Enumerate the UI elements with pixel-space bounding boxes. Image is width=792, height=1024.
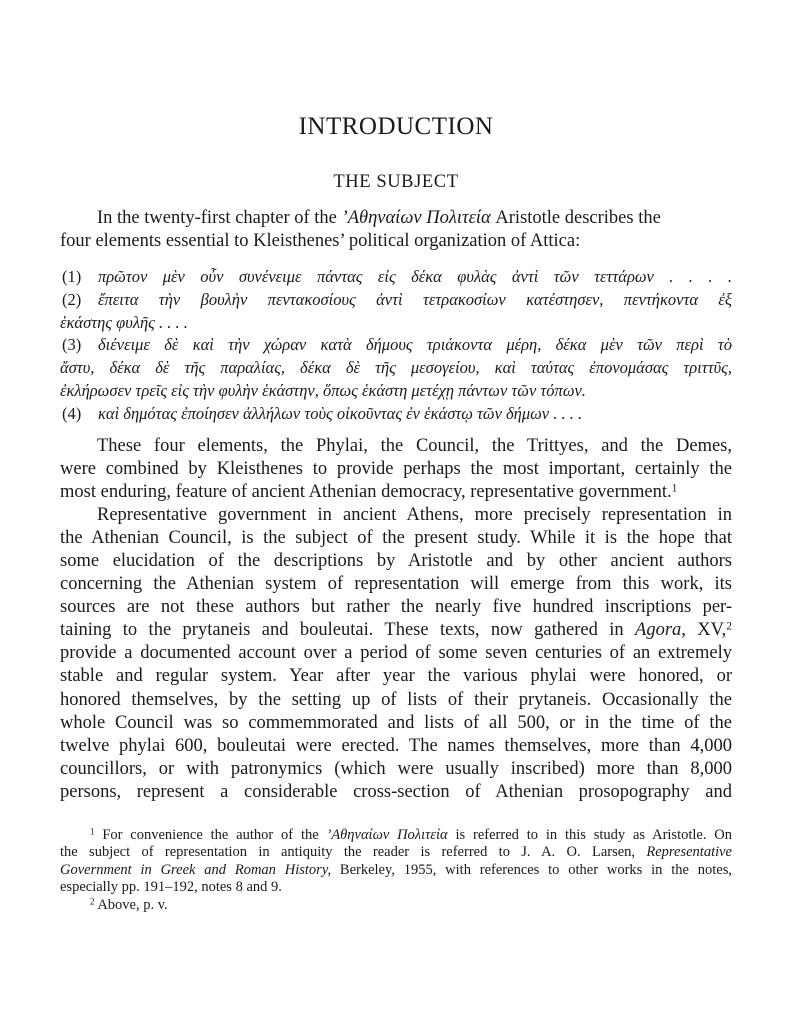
body-line: councillors, or with patronymics (which were usually inscribed) more than 8,000 bbox=[60, 758, 732, 779]
quote-line: (2) ἔπειτα τὴν βουλὴν πεντακοσίους ἀντὶ τετρακοσίων κατέστησεν, πεντήκοντα ἐξ bbox=[60, 289, 732, 312]
quote-number: (3) bbox=[62, 335, 82, 355]
quote-line: ἄστυ, δέκα δὲ τῆς παραλίας, δέκα δὲ τῆς μεσογείου, καὶ ταύτας ἐπονομάσας τριττῦς, bbox=[60, 358, 732, 378]
body-line: stable and regular system. Year after year the various phylai were honored, or bbox=[60, 666, 732, 687]
body-line: honored themselves, by the setting up of lists of their prytaneis. Occasionally the bbox=[60, 689, 732, 710]
quote-number: (2) bbox=[62, 289, 82, 309]
greek-quotations bbox=[60, 266, 732, 426]
body-line: whole Council was so commemmorated and lists of all 500, or in the time of the bbox=[60, 712, 732, 733]
body-line: These four elements, the Phylai, the Council, the Trittyes, and the Demes, bbox=[97, 436, 732, 456]
quote-line: (4) καὶ δημότας ἐποίησεν ἀλλήλων τοὺς οἰκοῦντας ἐν ἑκάστῳ τῶν δήμων . . . . bbox=[60, 403, 732, 426]
agora-title: Agora, bbox=[635, 620, 686, 641]
chapter-title: INTRODUCTION bbox=[298, 113, 494, 140]
footnote-mark: 2 bbox=[90, 896, 95, 907]
quote-line: (1) πρῶτον μὲν οὖν συνένειμε πάντας εἰς δέκα φυλὰς ἀντὶ τῶν τεττάρων . . . . bbox=[60, 266, 732, 289]
body-line: persons, represent a considerable cross-section of Athenian prosopography and bbox=[60, 781, 732, 802]
intro-line: In the twenty-first chapter of the ’Αθηναίων Πολιτεία Aristotle describes the bbox=[97, 208, 661, 228]
section-title: THE SUBJECT bbox=[333, 172, 459, 192]
footnote-line: especially pp. 191–192, notes 8 and 9. bbox=[60, 879, 282, 896]
body-text bbox=[60, 435, 732, 804]
footnote-line: $^1$ For convenience the author of the ’Αθηναίων Πολιτεία is referred to in this study as Aristotle. On bbox=[90, 826, 733, 843]
quote-line: ἑκάστης φυλῆς . . . . bbox=[60, 312, 188, 332]
body-line: sources are not these authors but rather the nearly five hundred inscriptions per- bbox=[60, 597, 732, 618]
body-line: twelve phylai 600, bouleutai were erected. The names themselves, more than 4,000 bbox=[60, 735, 732, 756]
intro-line: four elements essential to Kleisthenes’ political organization of Attica: bbox=[60, 231, 581, 251]
quote-line: (3) διένειμε δὲ καὶ τὴν χώραν κατὰ δήμους τριάκοντα μέρη, δέκα μὲν τῶν περὶ τὸ bbox=[60, 334, 732, 357]
footnote-ref[interactable]: 2 bbox=[726, 620, 732, 633]
footnote-line: $^2$ Above, p. v. bbox=[90, 896, 168, 913]
body-line: the Athenian Council, is the subject of the present study. While it is the hope that bbox=[60, 528, 732, 549]
body-line: some elucidation of the descriptions by Aristotle and by other ancient authors bbox=[60, 551, 732, 572]
quote-number: (1) bbox=[62, 267, 82, 286]
body-line: provide a documented account over a period of some seven centuries of an extremely bbox=[60, 643, 732, 664]
body-line: were combined by Kleisthenes to provide perhaps the most important, certainly the bbox=[60, 459, 732, 480]
footnote-mark: 1 bbox=[90, 826, 95, 837]
quote-line: ἐκλήρωσεν τρεῖς εἰς τὴν φυλὴν ἑκάστην, ὅπως ἑκάστη μετέχῃ πάντων τῶν τόπων. bbox=[60, 380, 586, 400]
footnote-line: Government in Greek and Roman History, Berkeley, 1955, with references to other works in the notes, bbox=[60, 861, 732, 878]
quote-number: (4) bbox=[62, 403, 82, 423]
footnotes bbox=[60, 827, 732, 914]
footnote-ref[interactable]: 1 bbox=[671, 482, 678, 495]
body-line: most enduring, feature of ancient Athenian democracy, representative government.$^1$ bbox=[60, 482, 678, 503]
body-line: concerning the Athenian system of representation will emerge from this work, its bbox=[60, 574, 732, 595]
footnote-line: the subject of representation in antiquity the reader is referred to J. A. O. Larsen, Representative bbox=[60, 844, 732, 861]
body-line: taining to the prytaneis and bouleutai. These texts, now gathered in Agora, XV,$^2$ bbox=[60, 620, 732, 641]
greek-title: ’Αθηναίων Πολιτεία bbox=[341, 208, 491, 228]
intro-paragraph bbox=[60, 207, 732, 253]
body-line: Representative government in ancient Athens, more precisely representation in bbox=[97, 505, 732, 526]
